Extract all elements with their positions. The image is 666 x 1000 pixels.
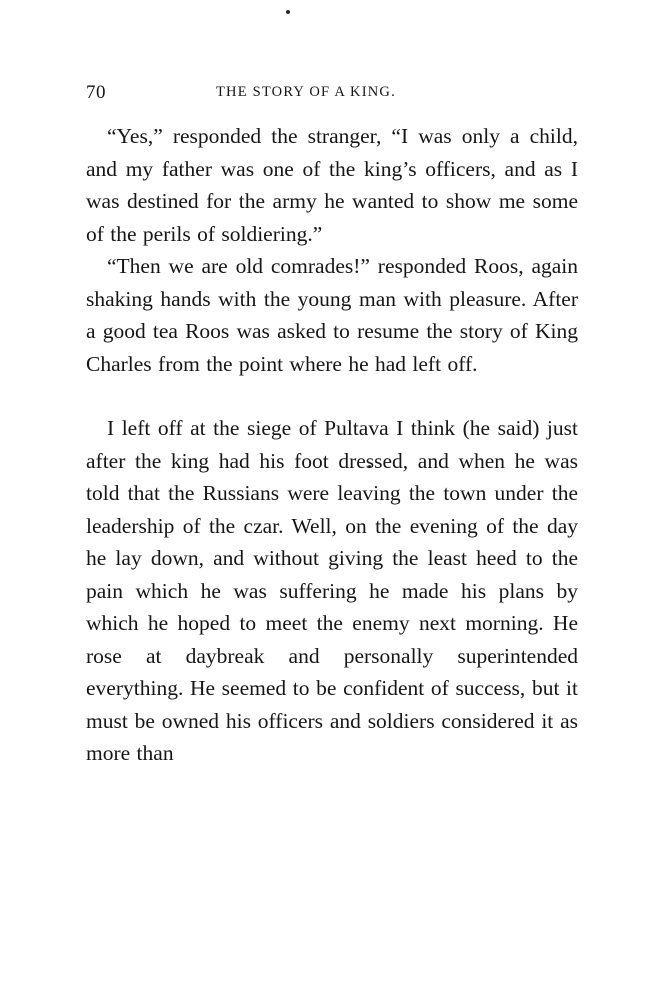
running-head bbox=[86, 82, 578, 106]
paragraph-siege-of-pultava: I left off at the siege of Pultava I think (he said) just after the king had his foot dressed, and when he was told that the Russians were leaving the town under the leadership of the czar. Well, on the evening of the day he lay down, and without giving the least heed to the pain which he was suffering he made his plans by which he hoped to meet the enemy next morning. He rose at daybreak and personally superintended everything. He seemed to be confident of success, but it must be owned his officers and soldiers considered it as more than bbox=[86, 416, 578, 765]
paragraph-stranger-reply: “Yes,” responded the stranger, “I was only a child, and my father was one of the king’s officers, and as I was destined for the army he wanted to show me some of the perils of soldiering.” bbox=[86, 124, 578, 246]
ink-speck-top bbox=[286, 10, 290, 14]
page-number: 70 bbox=[86, 82, 106, 103]
running-title: THE STORY OF A KING. bbox=[216, 84, 396, 100]
body-text bbox=[86, 120, 578, 770]
paragraph-old-comrades: “Then we are old comrades!” responded Roos, again shaking hands with the young man with pleasure. After a good tea Roos was asked to resume the story of King Charles from the point where he had left off. bbox=[86, 254, 578, 376]
